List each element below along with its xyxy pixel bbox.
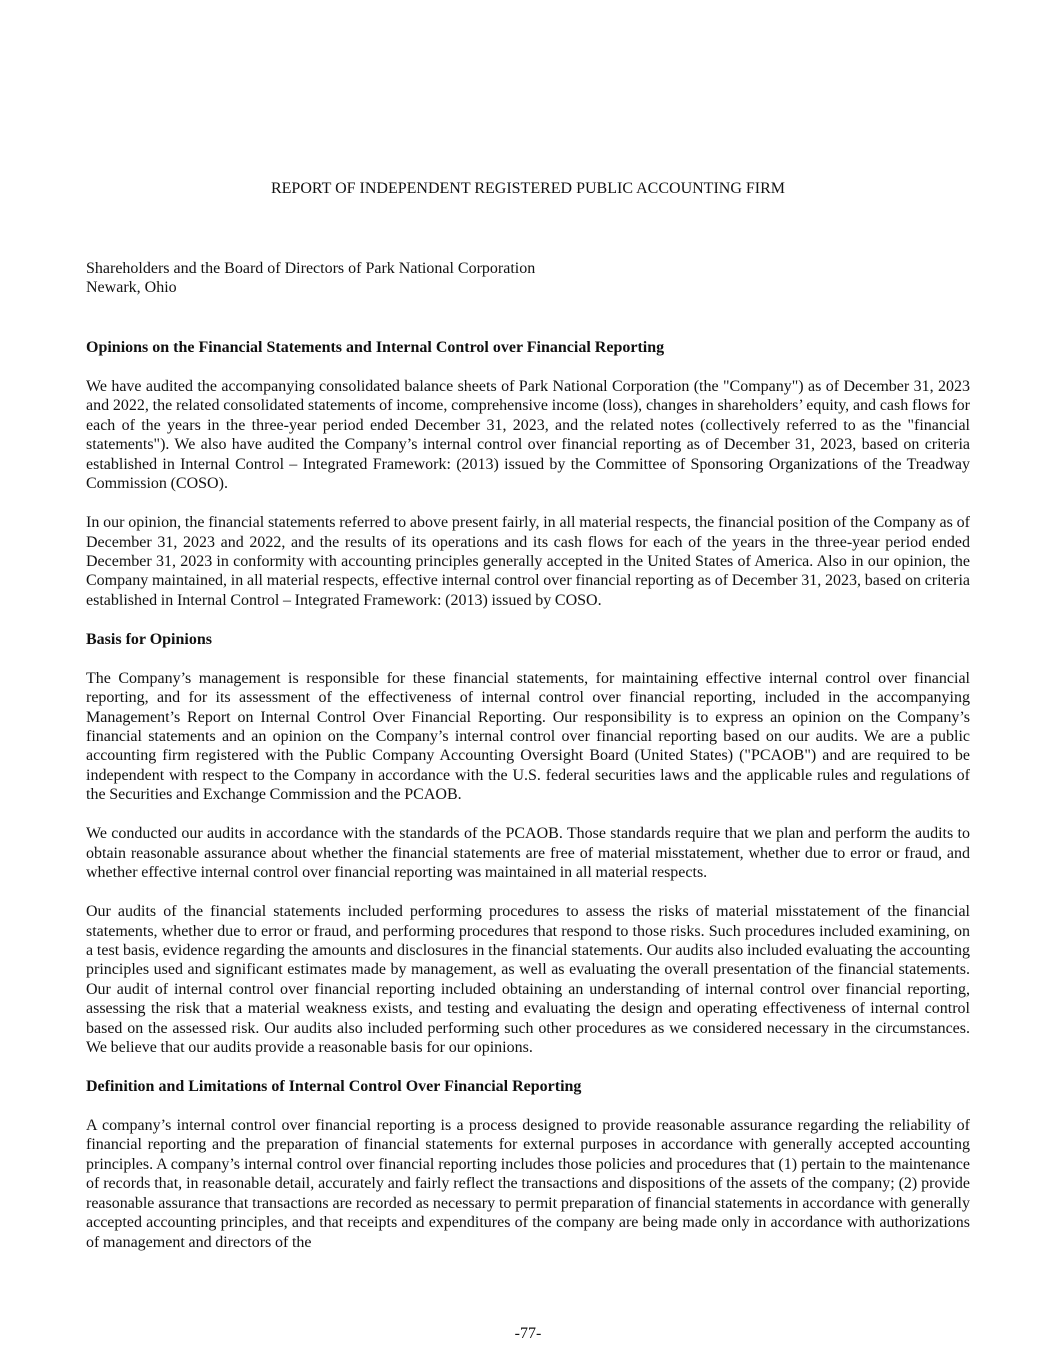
section-heading-definition: Definition and Limitations of Internal Control Over Financial Reporting <box>86 1078 582 1096</box>
report-body <box>86 338 970 1252</box>
paragraph-management-responsibility: The Company’s management is responsible for these financial statements, for maintaining effective internal control over financial reporting, and for its assessment of the effectiveness of internal control over financial reporting, included in the accompanying Management’s Report on Internal Control Over Financial Reporting. Our responsibility is to express an opinion on the Company’s financial statements and an opinion on the Company’s internal control over financial reporting based on our audits. We are a public accounting firm registered with the Public Company Accounting Oversight Board (United States) ("PCAOB") and are required to be independent with respect to the Company in accordance with the U.S. federal securities laws and the applicable rules and regulations of the Securities and Exchange Commission and the PCAOB. <box>86 669 970 804</box>
page-number: -77- <box>514 1325 542 1342</box>
addressee-location: Newark, Ohio <box>86 279 177 297</box>
section-basis-for-opinions <box>86 630 970 1058</box>
section-opinions <box>86 338 970 610</box>
section-heading-basis: Basis for Opinions <box>86 630 212 648</box>
report-title: REPORT OF INDEPENDENT REGISTERED PUBLIC ACCOUNTING FIRM <box>270 180 786 197</box>
paragraph-internal-control-definition: A company’s internal control over financial reporting is a process designed to provide reasonable assurance regarding the reliability of financial reporting and the preparation of financial statements for external purposes in accordance with generally accepted accounting principles. A company’s internal control over financial reporting includes those policies and procedures that (1) pertain to the maintenance of records that, in reasonable detail, accurately and fairly reflect the transactions and dispositions of the assets of the company; (2) provide reasonable assurance that transactions are recorded as necessary to permit preparation of financial statements in accordance with generally accepted accounting principles, and that receipts and expenditures of the company are being made only in accordance with authorizations of management and directors of the <box>86 1117 970 1251</box>
paragraph-audit-procedures: Our audits of the financial statements included performing procedures to assess the risks of material misstatement of the financial statements, whether due to error or fraud, and performing procedures that respond to those risks. Such procedures included examining, on a test basis, evidence regarding the amounts and disclosures in the financial statements. Our audits also included evaluating the accounting principles used and significant estimates made by management, as well as evaluating the overall presentation of the financial statements. Our audit of internal control over financial reporting included obtaining an understanding of internal control over financial reporting, assessing the risk that a material weakness exists, and testing and evaluating the design and operating effectiveness of internal control based on the assessed risk. Our audits also included performing such other procedures as we considered necessary in the circumstances. We believe that our audits provide a reasonable basis for our opinions. <box>86 903 970 1057</box>
section-heading-opinions: Opinions on the Financial Statements and Internal Control over Financial Reporting <box>86 339 665 356</box>
paragraph-audit-scope: We have audited the accompanying consolidated balance sheets of Park National Corporation (the "Company") as of December 31, 2023 and 2022, the related consolidated statements of income, comprehensive income (loss), changes in shareholders’ equity, and cash flows for each of the years in the three-year period ended December 31, 2023, and the related notes (collectively referred to as the "financial statements"). We also have audited the Company’s internal control over financial reporting as of December 31, 2023, based on criteria established in Internal Control – Integrated Framework: (2013) issued by the Committee of Sponsoring Organizations of the Treadway Commission (COSO). <box>86 377 970 493</box>
paragraph-opinion: In our opinion, the financial statements referred to above present fairly, in all material respects, the financial position of the Company as of December 31, 2023 and 2022, and the results of its operations and its cash flows for each of the years in the three-year period ended December 31, 2023 in conformity with accounting principles generally accepted in the United States of America. Also in our opinion, the Company maintained, in all material respects, effective internal control over financial reporting as of December 31, 2023, based on criteria established in Internal Control – Integrated Framework: (2013) issued by COSO. <box>86 514 970 609</box>
addressee-block <box>86 259 535 298</box>
addressee-name: Shareholders and the Board of Directors of Park National Corporation <box>86 260 536 277</box>
paragraph-audit-standards: We conducted our audits in accordance with the standards of the PCAOB. Those standards require that we plan and perform the audits to obtain reasonable assurance about whether the financial statements are free of material misstatement, whether due to error or fraud, and whether effective internal control over financial reporting was maintained in all material respects. <box>86 825 970 882</box>
section-definition-limitations <box>86 1077 970 1252</box>
